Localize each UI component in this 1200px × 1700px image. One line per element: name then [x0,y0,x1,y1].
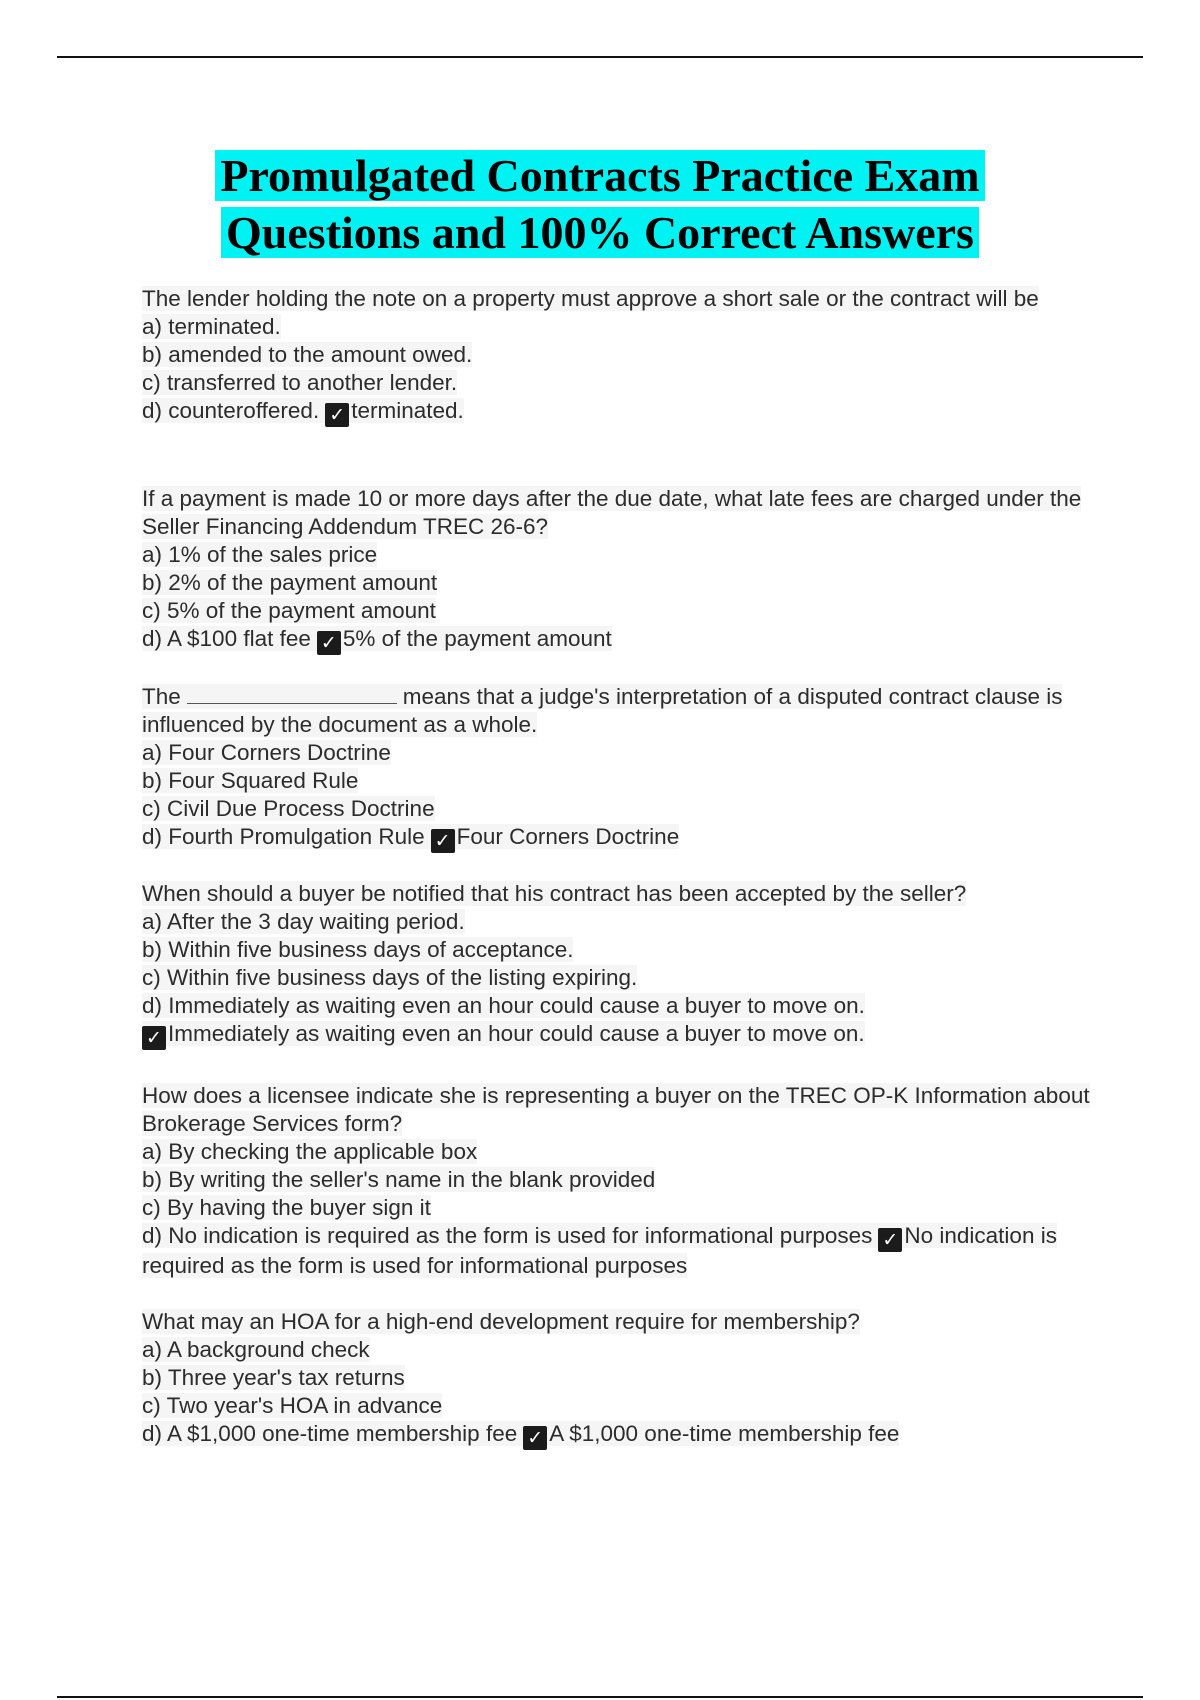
question-text: When should a buyer be notified that his contract has been accepted by the seller? [142,881,967,906]
question-text: How does a licensee indicate she is representing a buyer on the TREC OP-K Information about Brokerage Services form? [142,1083,1090,1136]
option-c: c) Civil Due Process Doctrine [142,796,435,821]
title-line-1: Promulgated Contracts Practice Exam [215,150,984,201]
checkmark-box-icon: ✓ [523,1426,547,1450]
answer-text: 5% of the payment amount [342,626,612,651]
checkmark-box-icon: ✓ [317,631,341,655]
option-a: a) 1% of the sales price [142,542,378,567]
option-d: d) counteroffered. [142,398,320,423]
option-b: b) Four Squared Rule [142,768,359,793]
option-d-with-answer [142,1420,1092,1450]
option-d: d) A $1,000 one-time membership fee [142,1421,518,1446]
option-d-with-answer [142,823,1092,853]
option-b: b) Within five business days of acceptance. [142,937,574,962]
question-block-4 [142,880,1092,1050]
answer-text: A $1,000 one-time membership fee [549,1421,900,1446]
fill-in-blank [187,684,397,704]
checkmark-box-icon: ✓ [325,403,349,427]
question-block-3 [142,683,1092,853]
option-d-with-answer [142,625,1092,655]
answer-text: Four Corners Doctrine [456,824,680,849]
question-block-5 [142,1082,1092,1280]
option-c: c) 5% of the payment amount [142,598,436,623]
option-a: a) terminated. [142,314,281,339]
option-b: b) amended to the amount owed. [142,342,473,367]
option-d: d) Fourth Promulgation Rule [142,824,425,849]
answer-text: Immediately as waiting even an hour could cause a buyer to move on. [168,1021,865,1046]
checkmark-box-icon: ✓ [878,1228,902,1252]
option-c: c) By having the buyer sign it [142,1195,431,1220]
option-a: a) Four Corners Doctrine [142,740,391,765]
answer-text: No indication is required as the form is used for informational purposes [142,1223,1057,1278]
option-c: c) Two year's HOA in advance [142,1393,443,1418]
option-d: d) Immediately as waiting even an hour could cause a buyer to move on. [142,993,865,1018]
title-line-2: Questions and 100% Correct Answers [221,207,979,258]
top-rule [57,56,1143,58]
option-d: d) A $100 flat fee [142,626,311,651]
question-text: The lender holding the note on a property must approve a short sale or the contract will be [142,286,1039,311]
checkmark-box-icon: ✓ [431,829,455,853]
option-d: d) No indication is required as the form is used for informational purposes [142,1223,873,1248]
option-b: b) By writing the seller's name in the blank provided [142,1167,656,1192]
option-d-with-answer [142,1222,1092,1280]
option-b: b) Three year's tax returns [142,1365,405,1390]
answer-line [142,1020,1092,1050]
option-a: a) A background check [142,1337,370,1362]
option-a: a) After the 3 day waiting period. [142,909,465,934]
option-c: c) Within five business days of the listing expiring. [142,965,638,990]
option-a: a) By checking the applicable box [142,1139,478,1164]
option-d-with-answer [142,397,1092,427]
question-text: If a payment is made 10 or more days after the due date, what late fees are charged under the Seller Financing Addendum TREC 26-6? [142,486,1082,539]
question-block-1 [142,285,1092,427]
page-title [0,147,1200,261]
question-block-2 [142,485,1092,655]
answer-text: terminated. [351,398,464,423]
option-c: c) transferred to another lender. [142,370,458,395]
question-text: What may an HOA for a high-end development require for membership? [142,1309,860,1334]
checkmark-box-icon: ✓ [142,1026,166,1050]
question-text: The means that a judge's interpretation of a disputed contract clause is influenced by the document as a whole. [142,684,1063,737]
question-block-6 [142,1308,1092,1450]
option-b: b) 2% of the payment amount [142,570,438,595]
bottom-rule [57,1696,1143,1698]
